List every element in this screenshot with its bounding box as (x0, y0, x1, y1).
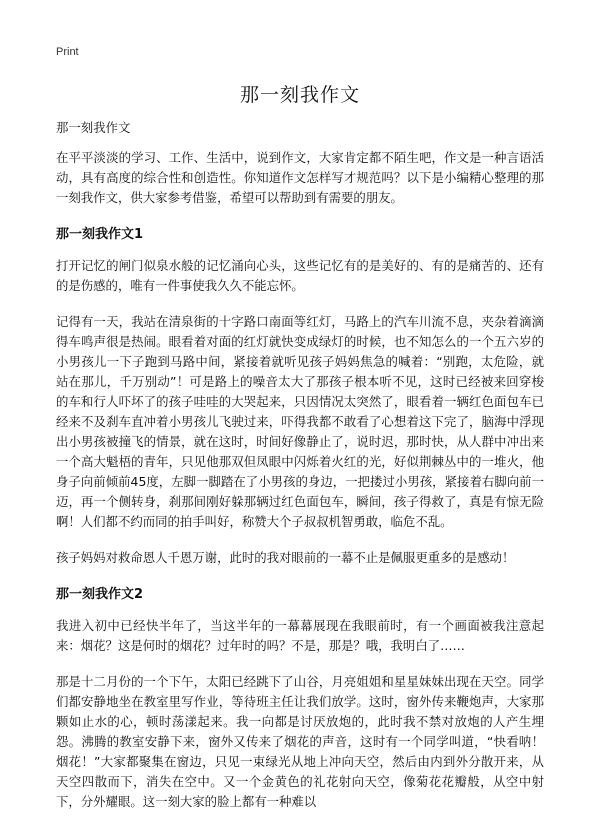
section-2-paragraph: 我进入初中已经快半年了，当这半年的一幕幕展现在我眼前时，有一个画面被我注意起来：烟花？这是何时的烟花？过年时的吗？不是，那是？哦，我明白了…… (56, 618, 544, 653)
document-title: 那一刻我作文 (239, 84, 360, 106)
print-link[interactable]: Print (56, 46, 79, 58)
document-body (56, 118, 544, 828)
intro-paragraph: 在平平淡淡的学习、工作、生活中，说到作文，大家肯定都不陌生吧，作文是一种言语活动，具有高度的综合性和创造性。你知道作文怎样写才规范吗？以下是小编精心整理的那一刻我作文，供大家参考借鉴，希望可以帮助到有需要的朋友。 (56, 150, 544, 205)
section-heading-1: 那一刻我作文1 (56, 227, 144, 242)
document-subtitle: 那一刻我作文 (56, 120, 131, 135)
section-1-paragraph: 记得有一天，我站在清泉街的十字路口南面等红灯，马路上的汽车川流不息，夹杂着滴滴得车鸣声很是热闹。眼看着对面的红灯就快变成绿灯的时候，也不知怎么的一个五六岁的小男孩儿一下子跑到马路中间，紧接着就听见孩子妈妈焦急的喊着：“别跑，太危险，就站在那儿，千万别动”！可是路上的噪音太大了那孩子根本听不见，这时已经被来回穿梭的车和行人吓坏了的孩子哇哇的大哭起来，只因情况太突然了，眼看着一辆红色面包车已经来不及刹车直冲着小男孩儿飞驶过来，吓得我都不敢看了心想着这下完了，脑海中浮现出小男孩被撞飞的情景，就在这时，时间好像静止了，说时迟，那时快，从人群中冲出来一个高大魁梧的青年，只见他那双但凤眼中闪烁着火红的光，好似荆棘丛中的一堆火，他身子向前倾前45度，左脚一脚踏在了小男孩的身边，一把搂过小男孩，紧接着右脚向前一迈，再一个侧转身，刹那间刚好躲那辆过红色面包车，瞬间，孩子得救了，真是有惊无险啊！人们都不约而同的拍手叫好，称赞大个子叔叔机智勇敢，临危不乱。 (56, 314, 544, 529)
section-1-paragraph: 孩子妈妈对救命恩人千恩万谢，此时的我对眼前的一幕不止是佩服更重多的是感动！ (56, 550, 515, 565)
section-1-paragraph: 打开记忆的闸门似泉水般的记忆涌向心头，这些记忆有的是美好的、有的是痛苦的、还有的是伤感的，唯有一件事使我久久不能忘怀。 (56, 258, 544, 293)
section-2-paragraph: 那是十二月份的一个下午，太阳已经跳下了山谷，月亮姐姐和星星妹妹出现在天空。同学们都安静地坐在教室里写作业，等待班主任让我们放学。这时，窗外传来鞭炮声，大家那颗如止水的心，顿时荡漾起来。我一向都是讨厌放炮的，此时我不禁对放炮的人产生埋怨。沸腾的教室安静下来，窗外又传来了烟花的声音，这时有一个同学叫道，“快看呐！烟花！”大家都聚集在窗边，只见一束绿光从地上冲向天空，然后由内到外分散开来，从天空四散而下，消失在空中。又一个金黄色的礼花射向天空，像菊花花瓣般，从空中射下，分外耀眼。这一刻大家的脸上都有一种难以 (56, 674, 544, 809)
section-heading-2: 那一刻我作文2 (56, 587, 144, 602)
